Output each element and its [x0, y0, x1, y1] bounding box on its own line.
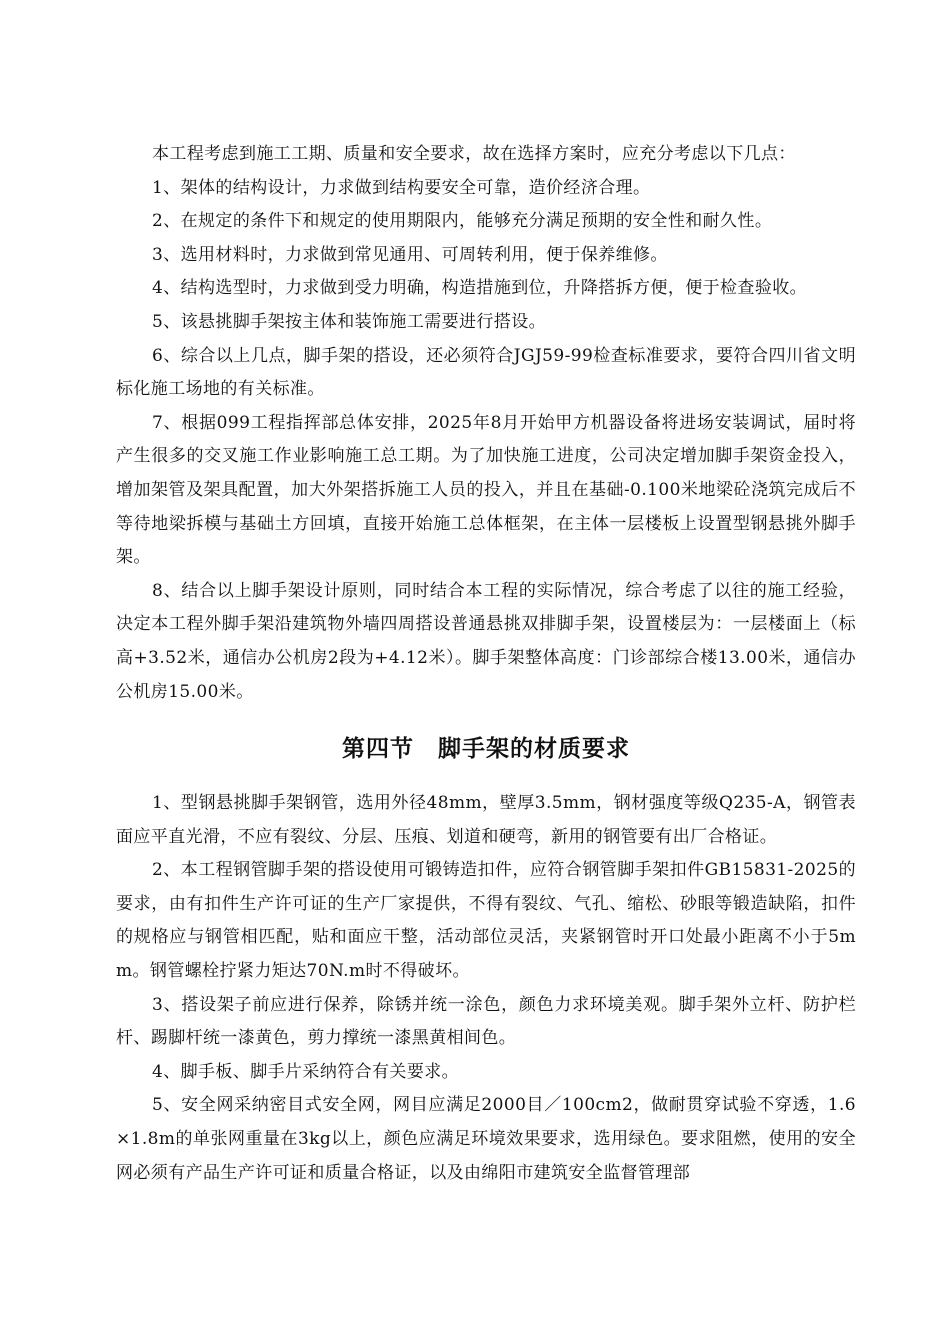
paragraph-item-6: 6、综合以上几点，脚手架的搭设，还必须符合JGJ59-99检查标准要求，要符合四川省文明标化施工场地的有关标准。	[116, 345, 856, 400]
section-heading-title: 脚手架的材质要求	[438, 736, 630, 763]
paragraph-item-3: 3、选用材料时，力求做到常见通用、可周转利用，便于保养维修。	[152, 244, 668, 265]
paragraph-item-7: 7、根据099工程指挥部总体安排，2025年8月开始甲方机器设备将进场安装调试，届时将产生很多的交叉施工作业影响施工总工期。为了加快施工进度，公司决定增加脚手架资金投入，增加架管及架具配置，加大外架搭拆施工人员的投入，并且在基础-0.100米地梁砼浇筑完成后不等待地梁拆模与基础土方回填，直接开始施工总体框架，在主体一层楼板上设置型钢悬挑外脚手架。	[116, 412, 856, 568]
paragraph-intro: 本工程考虑到施工工期、质量和安全要求，故在选择方案时，应充分考虑以下几点：	[152, 144, 796, 164]
paragraph-material-3: 3、搭设架子前应进行保养，除锈并统一涂色，颜色力求环境美观。脚手架外立杆、防护栏杆、踢脚杆统一漆黄色，剪力撑统一漆黑黄相间色。	[116, 994, 856, 1049]
paragraph-item-5: 5、该悬挑脚手架按主体和装饰施工需要进行搭设。	[152, 311, 547, 332]
paragraph-item-4: 4、结构选型时，力求做到受力明确，构造措施到位，升降搭拆方便，便于检查验收。	[152, 278, 808, 299]
paragraph-item-8: 8、结合以上脚手架设计原则，同时结合本工程的实际情况，综合考虑了以往的施工经验，决定本工程外脚手架沿建筑物外墙四周搭设普通悬挑双排脚手架，设置楼层为：一层楼面上（标高+3.52米，通信办公机房2段为+4.12米）。脚手架整体高度：门诊部综合楼13.00米，通信办公机房15.00米。	[116, 580, 856, 702]
paragraph-material-2: 2、本工程钢管脚手架的搭设使用可锻铸造扣件，应符合钢管脚手架扣件GB15831-2025的要求，由有扣件生产许可证的生产厂家提供，不得有裂纹、气孔、缩松、砂眼等锻造缺陷，扣件的规格应与钢管相匹配，贴和面应干整，活动部位灵活，夹紧钢管时开口处最小距离不小于5mm。钢管螺栓拧紧力矩达70N.m时不得破坏。	[116, 860, 856, 982]
section-design-principles	[116, 138, 856, 709]
document-body	[116, 138, 856, 1190]
paragraph-material-4: 4、脚手板、脚手片采纳符合有关要求。	[152, 1061, 460, 1082]
paragraph-item-2: 2、在规定的条件下和规定的使用期限内，能够充分满足预期的安全性和耐久性。	[152, 211, 773, 232]
paragraph-material-1: 1、型钢悬挑脚手架钢管，选用外径48mm，壁厚3.5mm，钢材强度等级Q235-A，钢管表面应平直光滑，不应有裂纹、分层、压痕、划道和硬弯，新用的钢管要有出厂合格证。	[116, 793, 856, 847]
section-heading-number: 第四节	[342, 736, 414, 763]
section-heading	[116, 729, 856, 769]
paragraph-material-5: 5、安全网采纳密目式安全网，网目应满足2000目／100cm2，做耐贯穿试验不穿透，1.6×1.8m的单张网重量在3kg以上，颜色应满足环境效果要求，选用绿色。要求阻燃，使用的安全网必须有产品生产许可证和质量合格证，以及由绵阳市建筑安全监督管理部	[116, 1095, 856, 1183]
section-material-requirements	[116, 787, 856, 1190]
paragraph-item-1: 1、架体的结构设计，力求做到结构要安全可靠，造价经济合理。	[152, 177, 651, 198]
